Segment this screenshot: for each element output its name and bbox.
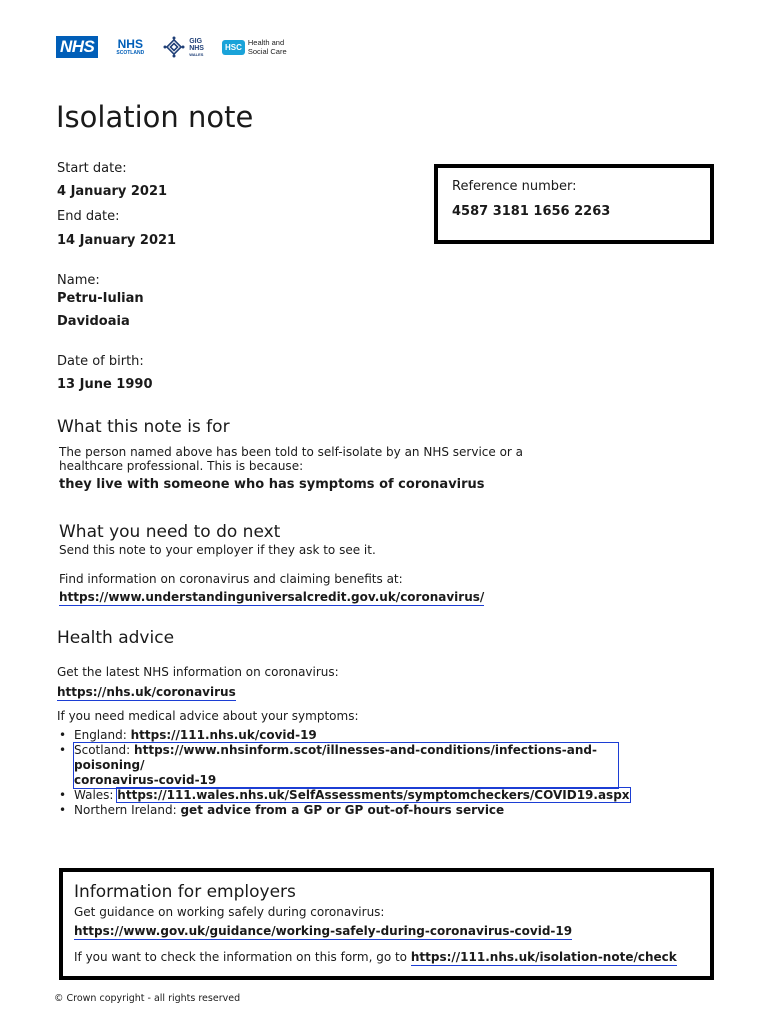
list-item [57,728,637,743]
nhs-scotland-logo-scotland: SCOTLAND [116,49,145,56]
dob-label: Date of birth: [57,354,144,369]
check-line [74,950,677,964]
nhs-scotland-logo [116,36,145,56]
copyright-footer: © Crown copyright - all rights reserved [54,993,241,1004]
isolation-reason: they live with someone who has symptoms of coronavirus [59,477,485,492]
nhsinform-link-line1: https://www.nhsinform.scot/illnesses-and-conditions/infections-and-poisoning/ [74,743,598,772]
health-medical-text: If you need medical advice about your symptoms: [57,709,359,723]
check-text: If you want to check the information on this form, go to [74,950,408,964]
health-heading: Health advice [57,628,175,648]
next-link-wrap [59,586,484,605]
start-date-value: 4 January 2021 [57,184,168,199]
name-label: Name: [57,273,100,288]
wales-gig: GIG [189,37,203,45]
nhs-wales-logo [162,35,204,59]
reference-number: 4587 3181 1656 2263 [452,204,611,219]
employers-link-wrap [74,920,572,939]
isolation-note-check-link[interactable]: https://111.nhs.uk/isolation-note/check [410,950,677,964]
what-for-text-2: healthcare professional. This is because: [59,459,304,473]
end-date-label: End date: [57,209,120,224]
name-last: Davidoaia [57,314,130,329]
start-date-label: Start date: [57,161,127,176]
scotland-advice-box [74,743,618,788]
wales-wales: WALES [189,51,204,57]
employers-box [59,868,714,980]
end-date-value: 14 January 2021 [57,233,177,248]
bullet-icon: • [59,728,67,742]
nhs-wales-logo-text [189,38,204,57]
advice-region: Northern Ireland: [74,803,177,817]
bullet-icon: • [59,788,67,802]
page-title: Isolation note [56,100,254,134]
advice-region: England: [74,728,127,742]
health-latest-text: Get the latest NHS information on coronavirus: [57,665,339,679]
reference-box [434,164,714,244]
hsc-logo [222,38,287,56]
dob-value: 13 June 1990 [57,377,153,392]
advice-region: Wales: [74,788,114,802]
bullet-icon: • [59,743,67,757]
next-send-text: Send this note to your employer if they ask to see it. [59,543,376,557]
advice-list [57,728,637,818]
advice-region: Scotland: [74,743,131,757]
wales-emblem-icon [162,35,186,59]
what-for-text-1: The person named above has been told to self-isolate by an NHS service or a [59,445,524,459]
hsc-logo-text [248,38,287,56]
next-heading: What you need to do next [59,522,281,542]
next-find-text: Find information on coronavirus and claiming benefits at: [59,572,403,586]
list-item [57,743,637,788]
hsc-badge: HSC [222,40,245,55]
what-for-heading: What this note is for [57,417,230,437]
employers-heading: Information for employers [74,882,296,902]
northern-ireland-advice: get advice from a GP or GP out-of-hours service [180,803,505,817]
health-latest-link-wrap [57,681,236,700]
employers-guidance-text: Get guidance on working safely during coronavirus: [74,905,385,919]
wales-111-link[interactable]: https://111.wales.nhs.uk/SelfAssessments/symptomcheckers/COVID19.aspx [117,788,630,802]
nhs-coronavirus-link[interactable]: https://nhs.uk/coronavirus [57,685,236,699]
nhs-scotland-logo-nhs: NHS [117,36,143,51]
hsc-line2: Social Care [247,47,287,56]
list-item [57,788,637,803]
universal-credit-link[interactable]: https://www.understandinguniversalcredit.gov.uk/coronavirus/ [59,590,485,604]
wales-nhs: NHS [189,44,204,52]
logo-bar [56,34,287,60]
name-first: Petru-Iulian [57,291,144,306]
hsc-line1: Health and [247,38,285,47]
list-item [57,803,637,818]
bullet-icon: • [59,803,67,817]
england-111-link[interactable]: https://111.nhs.uk/covid-19 [130,728,317,742]
reference-label: Reference number: [452,179,577,194]
nhsinform-link-line2: coronavirus-covid-19 [74,773,217,787]
working-safely-link[interactable]: https://www.gov.uk/guidance/working-safely-during-coronavirus-covid-19 [74,924,573,938]
nhs-logo: NHS [56,36,98,58]
nhsinform-link[interactable] [74,743,597,787]
